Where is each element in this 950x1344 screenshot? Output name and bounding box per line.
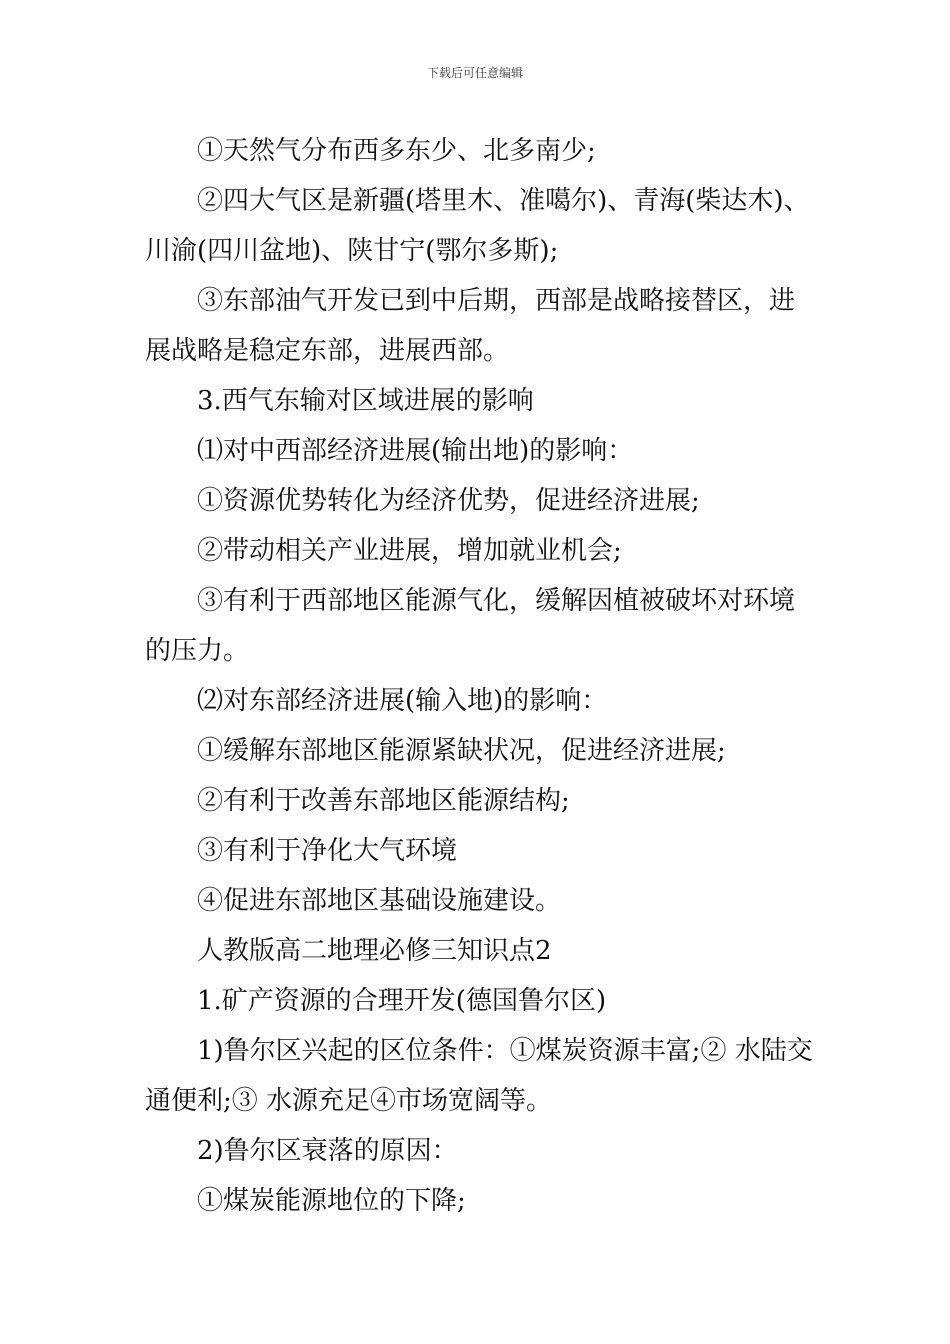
paragraph: ②带动相关产业进展，增加就业机会; — [197, 536, 622, 566]
paragraph: 2)鲁尔区衰落的原因： — [197, 1136, 458, 1166]
paragraph: ①缓解东部地区能源紧缺状况，促进经济进展; — [197, 736, 726, 766]
paragraph: ③有利于净化大气环境 — [197, 836, 458, 866]
paragraph: 1)鲁尔区兴起的区位条件：①煤炭资源丰富;② 水陆交通便利;③ 水源充足④市场宽阔等。 — [145, 1036, 813, 1116]
paragraph: ③有利于西部地区能源气化，缓解因植被破坏对环境的压力。 — [145, 586, 796, 666]
document-body — [145, 126, 815, 1226]
section-heading: 3.西气东输对区域进展的影响 — [197, 386, 534, 416]
paragraph: ③东部油气开发已到中后期，西部是战略接替区，进展战略是稳定东部，进展西部。 — [145, 286, 796, 366]
section-title: 人教版高二地理必修三知识点2 — [197, 936, 552, 966]
paragraph: ②有利于改善东部地区能源结构; — [197, 786, 570, 816]
paragraph: ⑴对中西部经济进展(输出地)的影响： — [197, 436, 634, 466]
paragraph: ②四大气区是新疆(塔里木、准噶尔)、青海(柴达木)、川渝(四川盆地)、陕甘宁(鄂尔多斯); — [145, 186, 810, 266]
paragraph: ④促进东部地区基础设施建设。 — [197, 886, 562, 916]
paragraph: ①天然气分布西多东少、北多南少; — [197, 136, 596, 166]
paragraph: ①资源优势转化为经济优势，促进经济进展; — [197, 486, 700, 516]
paragraph: ⑵对东部经济进展(输入地)的影响： — [197, 686, 608, 716]
paragraph: ①煤炭能源地位的下降; — [197, 1186, 466, 1216]
page-header: 下载后可任意编辑 — [426, 66, 523, 80]
section-heading: 1.矿产资源的合理开发(德国鲁尔区) — [197, 986, 607, 1016]
